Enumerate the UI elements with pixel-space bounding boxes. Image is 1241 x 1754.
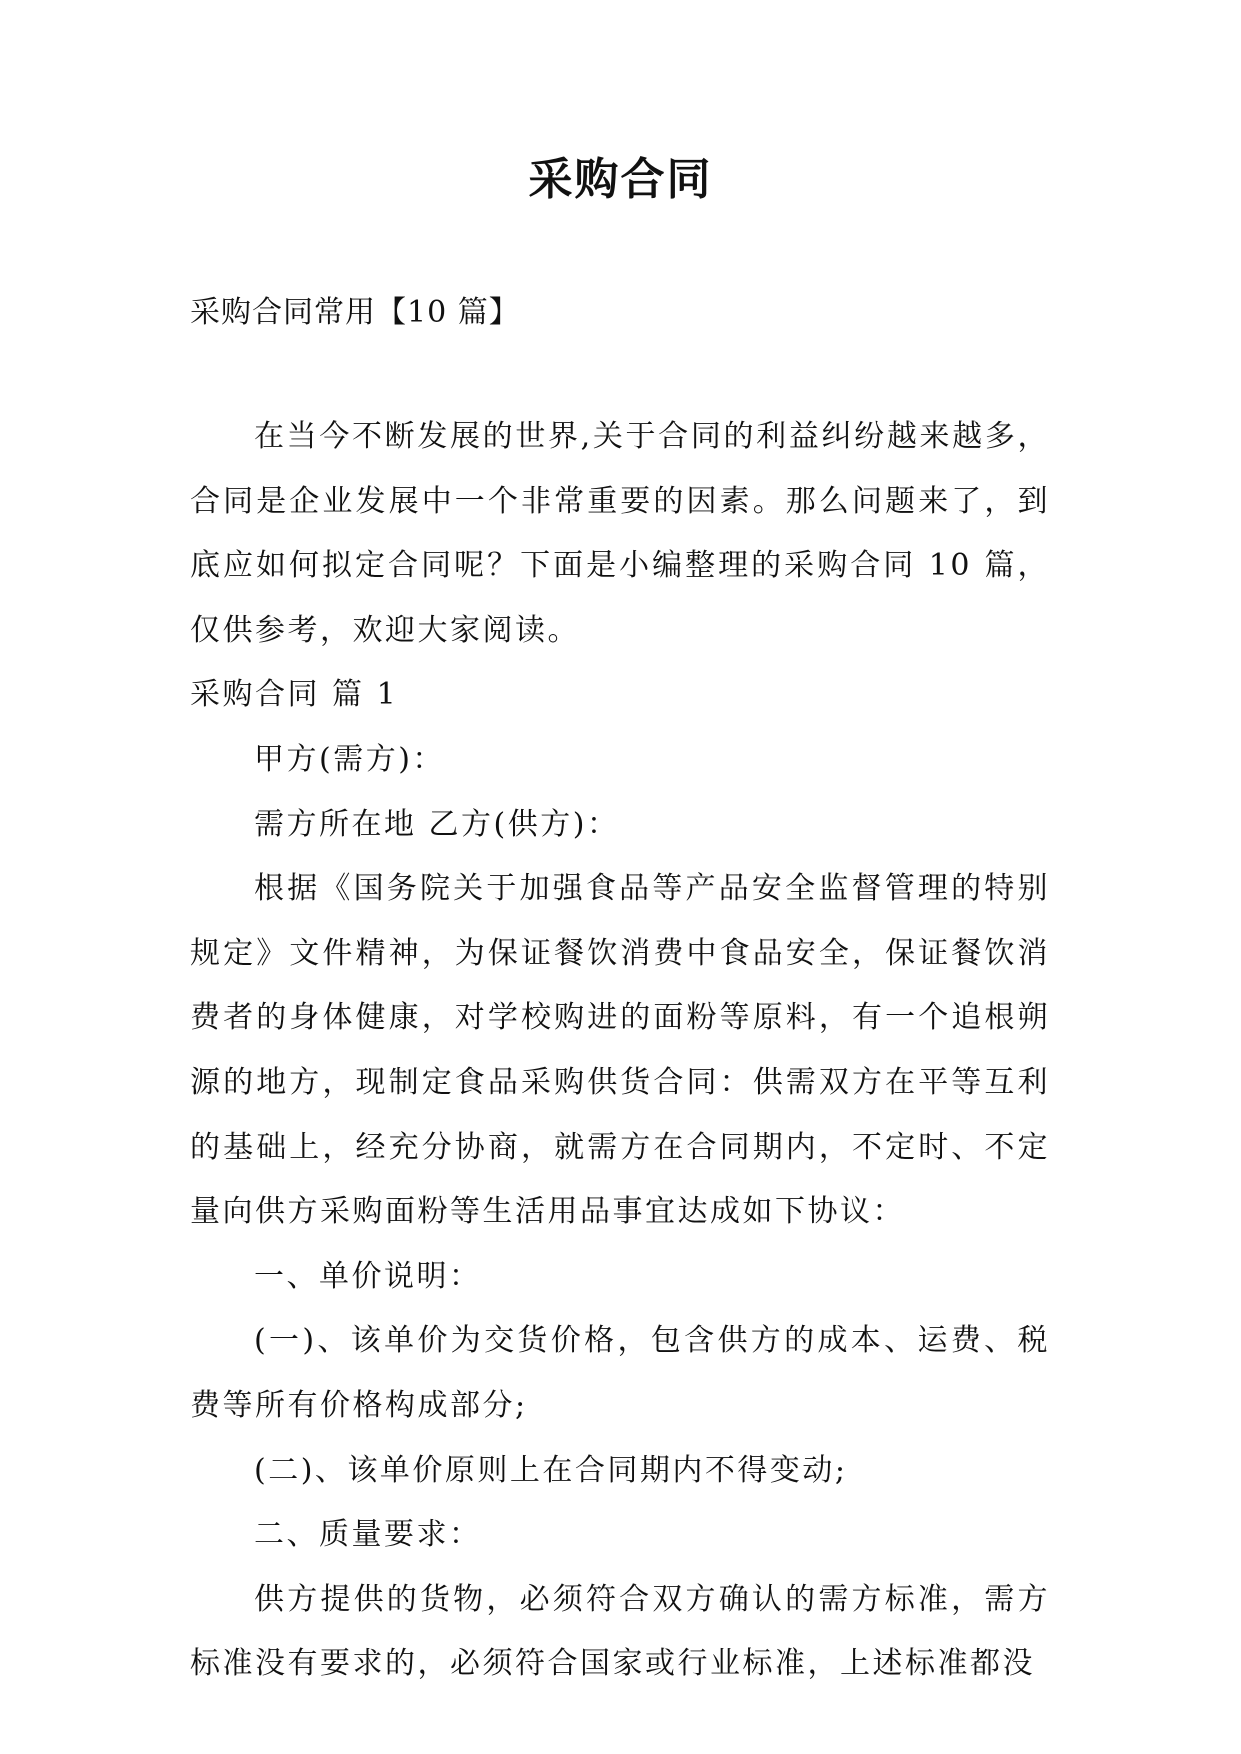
document-body	[190, 405, 1050, 1697]
document-subtitle: 采购合同常用【10 篇】	[190, 295, 520, 330]
preamble-paragraph: 根据《国务院关于加强食品等产品安全监督管理的特别规定》文件精神，为保证餐饮消费中食品安全，保证餐饮消费者的身体健康，对学校购进的面粉等原料，有一个追根朔源的地方，现制定食品采购供货合同：供需双方在平等互利的基础上，经充分协商，就需方在合同期内，不定时、不定量向供方采购面粉等生活用品事宜达成如下协议：	[190, 871, 1050, 1230]
clause-item: (一)、该单价为交货价格，包含供方的成本、运费、税费等所有价格构成部分;	[190, 1323, 1050, 1423]
intro-paragraph: 在当今不断发展的世界,关于合同的利益纠纷越来越多，合同是企业发展中一个非常重要的因素。那么问题来了，到底应如何拟定合同呢？下面是小编整理的采购合同 10 篇，仅供参考，欢迎大家阅读。	[190, 419, 1050, 648]
clause-heading-price: 一、单价说明：	[254, 1258, 482, 1294]
clause-item: (二)、该单价原则上在合同期内不得变动;	[254, 1452, 848, 1488]
party-a-line: 甲方(需方)：	[254, 741, 445, 777]
clause-heading-quality: 二、质量要求：	[254, 1517, 482, 1553]
section-heading: 采购合同 篇 1	[190, 677, 399, 713]
party-b-line: 需方所在地 乙方(供方)：	[254, 806, 620, 842]
document-title: 采购合同	[528, 154, 713, 205]
quality-paragraph: 供方提供的货物，必须符合双方确认的需方标准，需方标准没有要求的，必须符合国家或行业标准，上述标准都没	[190, 1581, 1050, 1682]
